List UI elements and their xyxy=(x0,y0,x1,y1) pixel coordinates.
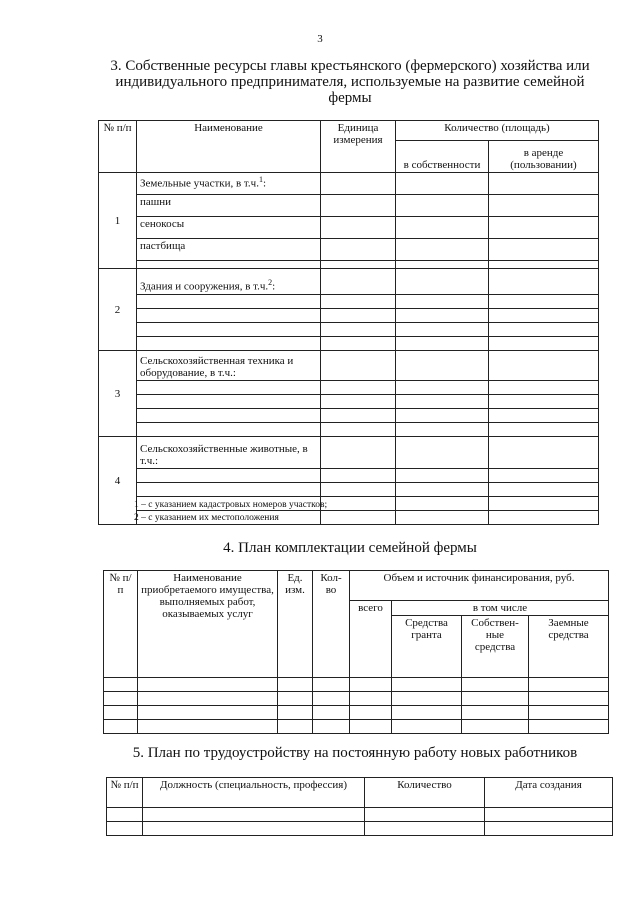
header-quantity: Количество (площадь) xyxy=(396,121,599,141)
footnote-ref-1: 1 xyxy=(258,175,263,184)
item-hayfields: сенокосы xyxy=(137,217,321,239)
group-4-number: 4 xyxy=(99,437,137,525)
header-rented: в аренде (пользовании) xyxy=(489,141,599,173)
plan-header-total: всего xyxy=(350,601,392,678)
header-name: Наименование xyxy=(137,121,321,173)
jobs-header-quantity: Количество xyxy=(365,778,485,808)
plan-header-grant: Средства гранта xyxy=(392,616,462,678)
jobs-header-num: № п/п xyxy=(107,778,143,808)
group-3-title: Сельскохозяйственная техника и оборудование, в т.ч.: xyxy=(137,351,321,381)
section-3-title xyxy=(90,58,610,106)
item-arable: пашни xyxy=(137,195,321,217)
plan-header-loan: Заемные средства xyxy=(529,616,609,678)
plan-header-count: Кол-во xyxy=(313,571,350,678)
employment-plan-table xyxy=(106,777,613,836)
section-3-title-line-1: 3. Собственные ресурсы главы крестьянского (фермерского) хозяйства или xyxy=(110,58,590,74)
item-pastures: пастбища xyxy=(137,239,321,261)
section-4-title: 4. План комплектации семейной фермы xyxy=(223,540,477,556)
jobs-header-position: Должность (специальность, профессия) xyxy=(143,778,365,808)
jobs-header-date: Дата создания xyxy=(485,778,613,808)
section-3-title-line-2: индивидуального предпринимателя, используемые на развитие семейной xyxy=(115,74,585,90)
resources-table xyxy=(98,120,599,525)
plan-header-financing: Объем и источник финансирования, руб. xyxy=(350,571,609,601)
header-num: № п/п xyxy=(99,121,137,173)
header-owned: в собственности xyxy=(396,141,489,173)
group-1-title: Земельные участки, в т.ч.$^1$: xyxy=(137,173,321,195)
group-3-number: 3 xyxy=(99,351,137,437)
group-4-title: Сельскохозяйственные животные, в т.ч.: xyxy=(137,437,321,469)
plan-header-unit: Ед. изм. xyxy=(278,571,313,678)
family-farm-plan-table xyxy=(103,570,609,734)
footnote-2: 2 – с указанием их местоположения xyxy=(134,513,279,523)
group-2-number: 2 xyxy=(99,269,137,351)
group-2-title: Здания и сооружения, в т.ч.$^2$: xyxy=(137,269,321,295)
footnote-1: 1 – с указанием кадастровых номеров участков; xyxy=(134,500,328,510)
group-1-number: 1 xyxy=(99,173,137,269)
section-3-title-line-3: фермы xyxy=(328,90,372,106)
header-unit: Единица измерения xyxy=(321,121,396,173)
footnote-ref-2: 2 xyxy=(268,278,273,288)
page-number: 3 xyxy=(317,33,323,45)
plan-header-num: № п/п xyxy=(104,571,138,678)
plan-header-own: Собствен-ные средства xyxy=(462,616,529,678)
plan-header-name: Наименование приобретаемого имущества, выполняемых работ, оказываемых услуг xyxy=(138,571,278,678)
section-5-title: 5. План по трудоустройству на постоянную работу новых работников xyxy=(132,745,578,761)
plan-header-including: в том числе xyxy=(392,601,609,616)
